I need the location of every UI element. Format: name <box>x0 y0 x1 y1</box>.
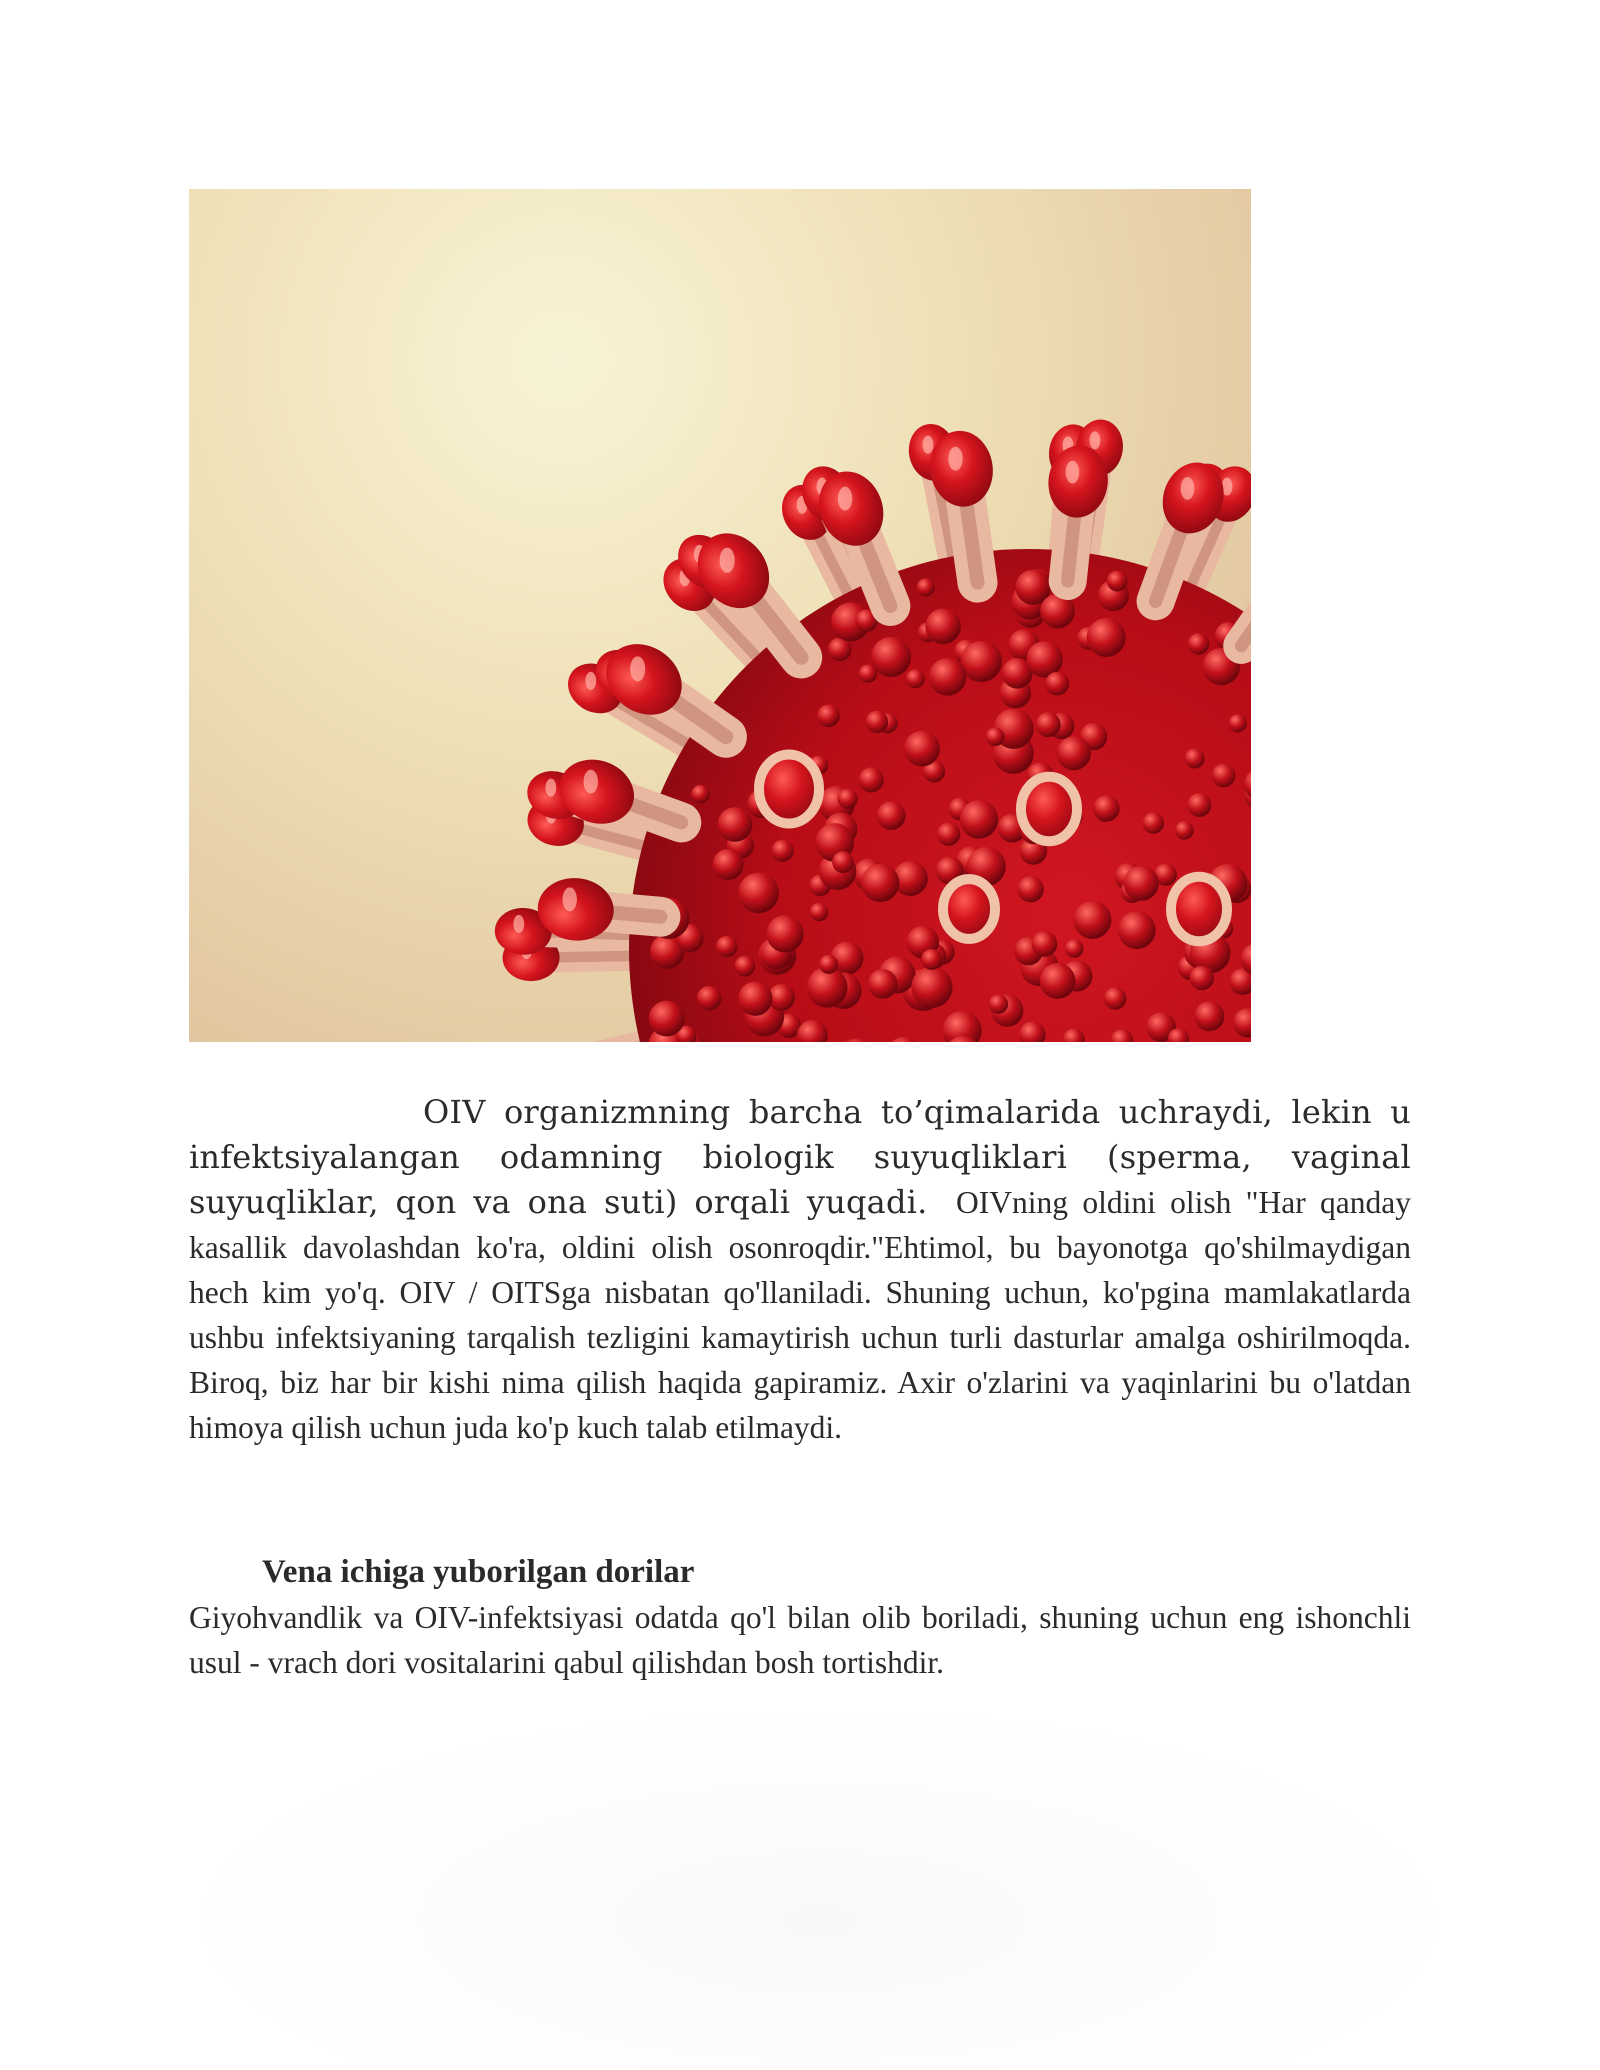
virus-bump <box>1175 821 1194 840</box>
virus-bump <box>738 982 772 1016</box>
virus-bump <box>735 956 756 977</box>
virus-bump <box>1087 618 1126 657</box>
virus-bump <box>1190 966 1215 991</box>
virus-bump <box>868 969 898 999</box>
virus-icon <box>189 189 1251 1042</box>
virus-bump <box>1093 795 1119 821</box>
virus-bump <box>1018 876 1044 902</box>
virus-bump <box>960 800 999 839</box>
virus-bump <box>1104 987 1126 1009</box>
virus-bump <box>766 915 803 952</box>
virus-bump <box>906 669 925 688</box>
paragraph-oiv-transmission <box>189 1090 1411 1450</box>
virus-bump <box>1107 571 1128 592</box>
virus-bump <box>877 801 906 830</box>
virus-bump <box>961 641 1002 682</box>
page-shade <box>170 1700 1470 2070</box>
virus-bump <box>1036 712 1061 737</box>
virus-bump <box>716 936 738 958</box>
virus-bump <box>986 727 1005 746</box>
virus-bump <box>989 994 1008 1013</box>
virus-bump <box>911 967 952 1008</box>
virus-bump <box>838 789 858 809</box>
virus-bump <box>772 840 794 862</box>
virus-bump <box>1194 1001 1224 1031</box>
virus-bump <box>817 705 840 728</box>
virus-bump <box>691 785 709 803</box>
virus-bump <box>929 658 967 696</box>
virus-bump <box>832 851 854 873</box>
virus-bump <box>1057 736 1091 770</box>
section-heading: Vena ichiga yuborilgan dorilar <box>262 1554 695 1590</box>
virus-bump <box>937 822 960 845</box>
virus-spike-cap <box>759 755 819 824</box>
virus-bump <box>1124 866 1159 901</box>
virus-bump <box>649 1001 685 1037</box>
virus-bump <box>861 864 899 902</box>
paragraph-rest: OIVning oldini olish "Har qanday kasallik davolashdan ko'ra, oldini olish osonroqdir."Ehtimol, bu bayonotga qo'shilmaydigan hech kim yo'q. OIV / OITSga nisbatan qo'llaniladi. Shuning uchun, ko'pgina mamlakatlarda ushbu infektsiyaning tarqalish tezligini kamaytirish uchun turli dasturlar amalga oshirilmoqda. Biroq, biz har bir kishi nima qilish haqida gapiramiz. Axir o'zlarini va yaqinlarini bu o'latdan himoya qilish uchun juda ko'p kuch talab etilmaydi. <box>189 1185 1411 1445</box>
virus-bump <box>1073 901 1111 939</box>
virus-bump <box>859 767 884 792</box>
virus-bump <box>1185 748 1205 768</box>
virus-bump <box>1187 793 1211 817</box>
virus-bump <box>917 578 935 596</box>
virus-bump <box>925 609 961 645</box>
virus-bump <box>1118 911 1156 949</box>
virus-bump <box>1188 633 1209 654</box>
virus-bump <box>1212 764 1236 788</box>
virus-bump <box>866 711 888 733</box>
virus-bump <box>738 873 779 914</box>
virus-illustration <box>189 189 1251 1042</box>
paragraph-lead: OIV organizmning barcha to’qimalarida uchraydi, lekin u infektsiyalangan odamning biologik suyuqliklari (sperma, vaginal suyuqliklar, qon va ona suti) orqali yuqadi. <box>189 1093 1411 1221</box>
virus-spike-cap <box>943 879 995 939</box>
virus-spike-cap <box>1021 777 1077 841</box>
virus-bump <box>904 731 940 767</box>
virus-bump <box>1065 939 1084 958</box>
virus-bump <box>810 903 829 922</box>
virus-spike-cap <box>1171 877 1227 941</box>
virus-bump <box>1040 963 1076 999</box>
virus-bump <box>1045 672 1069 696</box>
virus-bump <box>697 986 722 1011</box>
virus-spike <box>1241 520 1251 646</box>
virus-bump <box>713 849 744 880</box>
virus-bump <box>718 807 753 842</box>
virus-bump <box>921 949 942 970</box>
virus-bump <box>1143 812 1164 833</box>
section-paragraph: Giyohvandlik va OIV-infektsiyasi odatda qo'l bilan olib boriladi, shuning uchun eng ishonchli usul - vrach dori vositalarini qabul qilishdan bosh tortishdir. <box>189 1600 1411 1680</box>
virus-bump <box>1032 931 1058 957</box>
virus-bump <box>871 637 911 677</box>
virus-bump <box>1229 714 1247 732</box>
virus-bump <box>819 955 838 974</box>
